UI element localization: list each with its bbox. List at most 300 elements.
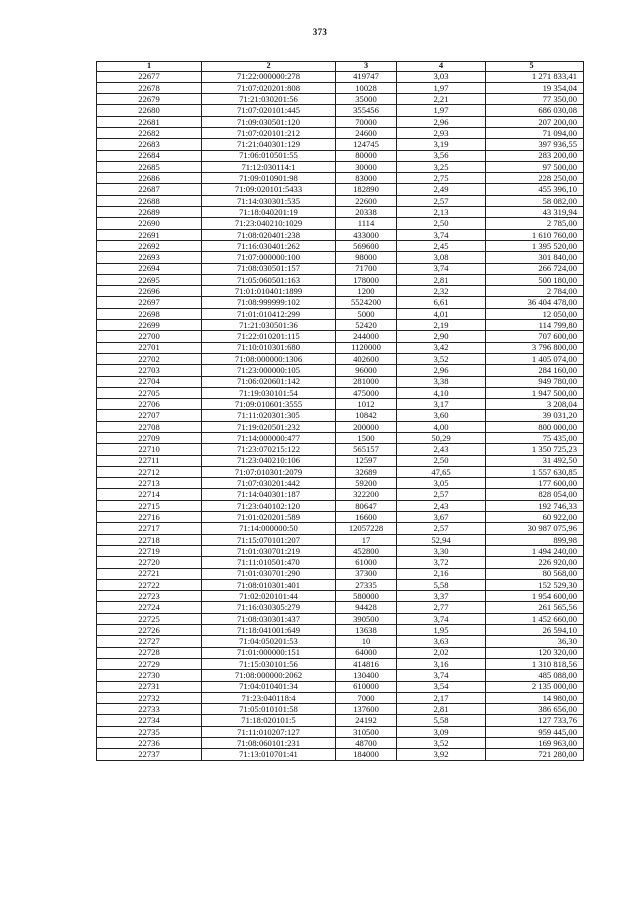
cadastral-number-cell: 71:01:030701:290 — [202, 568, 336, 579]
area-cell: 83000 — [336, 173, 397, 184]
column-header-5: 5 — [486, 62, 584, 72]
table-row — [97, 410, 584, 421]
rate-cell: 3,74 — [397, 670, 486, 681]
table-row — [97, 218, 584, 229]
value-cell: 283 200,00 — [486, 150, 584, 161]
rate-cell: 2,49 — [397, 184, 486, 195]
row-number-cell: 22694 — [97, 263, 202, 274]
cadastral-number-cell: 71:08:000000:1306 — [202, 353, 336, 364]
value-cell: 36 404 478,00 — [486, 297, 584, 308]
row-number-cell: 22696 — [97, 286, 202, 297]
value-cell: 949 780,00 — [486, 376, 584, 387]
area-cell: 35000 — [336, 94, 397, 105]
area-cell: 5000 — [336, 308, 397, 319]
cadastral-number-cell: 71:13:010701:41 — [202, 749, 336, 760]
cadastral-number-cell: 71:18:020101:5 — [202, 715, 336, 726]
table-row — [97, 489, 584, 500]
area-cell: 322200 — [336, 489, 397, 500]
table-row — [97, 94, 584, 105]
row-number-cell: 22717 — [97, 523, 202, 534]
rate-cell: 2,75 — [397, 173, 486, 184]
area-cell: 12597 — [336, 455, 397, 466]
row-number-cell: 22729 — [97, 658, 202, 669]
table-row — [97, 478, 584, 489]
row-number-cell: 22723 — [97, 591, 202, 602]
cadastral-number-cell: 71:01:000000:151 — [202, 647, 336, 658]
row-number-cell: 22735 — [97, 726, 202, 737]
table-row — [97, 399, 584, 410]
value-cell: 828 054,00 — [486, 489, 584, 500]
value-cell: 26 594,10 — [486, 625, 584, 636]
value-cell: 177 600,00 — [486, 478, 584, 489]
table-row — [97, 161, 584, 172]
header-row — [97, 62, 584, 72]
column-header-3: 3 — [336, 62, 397, 72]
row-number-cell: 22728 — [97, 647, 202, 658]
area-cell: 310500 — [336, 726, 397, 737]
area-cell: 569600 — [336, 240, 397, 251]
rate-cell: 2,57 — [397, 523, 486, 534]
area-cell: 48700 — [336, 738, 397, 749]
cadastral-number-cell: 71:07:010301:2079 — [202, 466, 336, 477]
row-number-cell: 22711 — [97, 455, 202, 466]
table-row — [97, 139, 584, 150]
value-cell: 19 354,04 — [486, 82, 584, 93]
table-row — [97, 692, 584, 703]
table-row — [97, 579, 584, 590]
value-cell: 152 529,30 — [486, 579, 584, 590]
rate-cell: 2,50 — [397, 455, 486, 466]
row-number-cell: 22679 — [97, 94, 202, 105]
area-cell: 580000 — [336, 591, 397, 602]
rate-cell: 3,74 — [397, 263, 486, 274]
cadastral-number-cell: 71:01:010401:1899 — [202, 286, 336, 297]
cadastral-number-cell: 71:08:030501:157 — [202, 263, 336, 274]
rate-cell: 3,74 — [397, 613, 486, 624]
area-cell: 17 — [336, 534, 397, 545]
rate-cell: 1,97 — [397, 82, 486, 93]
area-cell: 1012 — [336, 399, 397, 410]
table-row — [97, 263, 584, 274]
cadastral-number-cell: 71:14:040301:187 — [202, 489, 336, 500]
table-row — [97, 523, 584, 534]
rate-cell: 3,30 — [397, 545, 486, 556]
rate-cell: 1,95 — [397, 625, 486, 636]
area-cell: 1114 — [336, 218, 397, 229]
row-number-cell: 22716 — [97, 512, 202, 523]
table-row — [97, 71, 584, 82]
area-cell: 390500 — [336, 613, 397, 624]
row-number-cell: 22722 — [97, 579, 202, 590]
value-cell: 1 954 600,00 — [486, 591, 584, 602]
area-cell: 10028 — [336, 82, 397, 93]
rate-cell: 2,43 — [397, 500, 486, 511]
area-cell: 610000 — [336, 681, 397, 692]
area-cell: 1500 — [336, 433, 397, 444]
rate-cell: 4,00 — [397, 421, 486, 432]
area-cell: 96000 — [336, 365, 397, 376]
table-row — [97, 173, 584, 184]
cadastral-number-cell: 71:04:050201:53 — [202, 636, 336, 647]
row-number-cell: 22725 — [97, 613, 202, 624]
value-cell: 899,98 — [486, 534, 584, 545]
table-row — [97, 240, 584, 251]
cadastral-number-cell: 71:01:010412:299 — [202, 308, 336, 319]
value-cell: 1 610 760,00 — [486, 229, 584, 240]
cadastral-number-cell: 71:19:030101:54 — [202, 387, 336, 398]
row-number-cell: 22733 — [97, 704, 202, 715]
rate-cell: 3,08 — [397, 252, 486, 263]
table-row — [97, 500, 584, 511]
area-cell: 52420 — [336, 320, 397, 331]
table-row — [97, 320, 584, 331]
row-number-cell: 22680 — [97, 105, 202, 116]
area-cell: 32689 — [336, 466, 397, 477]
area-cell: 402600 — [336, 353, 397, 364]
cadastral-number-cell: 71:15:030101:56 — [202, 658, 336, 669]
value-cell: 800 000,00 — [486, 421, 584, 432]
table-row — [97, 545, 584, 556]
row-number-cell: 22708 — [97, 421, 202, 432]
cadastral-number-cell: 71:23:040210:106 — [202, 455, 336, 466]
value-cell: 14 980,00 — [486, 692, 584, 703]
cadastral-number-cell: 71:21:030201:56 — [202, 94, 336, 105]
cadastral-number-cell: 71:08:060101:231 — [202, 738, 336, 749]
rate-cell: 3,74 — [397, 229, 486, 240]
table-row — [97, 353, 584, 364]
area-cell: 475000 — [336, 387, 397, 398]
table-row — [97, 150, 584, 161]
row-number-cell: 22689 — [97, 207, 202, 218]
rate-cell: 3,19 — [397, 139, 486, 150]
table-row — [97, 433, 584, 444]
row-number-cell: 22727 — [97, 636, 202, 647]
value-cell: 228 250,00 — [486, 173, 584, 184]
cadastral-number-cell: 71:11:010501:470 — [202, 557, 336, 568]
cadastral-number-cell: 71:23:000000:105 — [202, 365, 336, 376]
cadastral-number-cell: 71:23:070215:122 — [202, 444, 336, 455]
row-number-cell: 22718 — [97, 534, 202, 545]
row-number-cell: 22687 — [97, 184, 202, 195]
area-cell: 70000 — [336, 116, 397, 127]
value-cell: 301 840,00 — [486, 252, 584, 263]
cadastral-number-cell: 71:09:010901:98 — [202, 173, 336, 184]
value-cell: 43 319,94 — [486, 207, 584, 218]
table-row — [97, 331, 584, 342]
area-cell: 565157 — [336, 444, 397, 455]
rate-cell: 3,16 — [397, 658, 486, 669]
cadastral-number-cell: 71:22:000000:278 — [202, 71, 336, 82]
row-number-cell: 22712 — [97, 466, 202, 477]
cadastral-number-cell: 71:15:070101:207 — [202, 534, 336, 545]
cadastral-number-cell: 71:06:020601:142 — [202, 376, 336, 387]
rate-cell: 2,17 — [397, 692, 486, 703]
row-number-cell: 22677 — [97, 71, 202, 82]
area-cell: 452800 — [336, 545, 397, 556]
cadastral-number-cell: 71:08:030301:437 — [202, 613, 336, 624]
row-number-cell: 22719 — [97, 545, 202, 556]
column-header-2: 2 — [202, 62, 336, 72]
table-row — [97, 613, 584, 624]
rate-cell: 3,05 — [397, 478, 486, 489]
value-cell: 58 082,00 — [486, 195, 584, 206]
table-row — [97, 658, 584, 669]
area-cell: 200000 — [336, 421, 397, 432]
area-cell: 12057228 — [336, 523, 397, 534]
value-cell: 2 135 000,00 — [486, 681, 584, 692]
table-row — [97, 670, 584, 681]
cadastral-number-cell: 71:10:010301:680 — [202, 342, 336, 353]
row-number-cell: 22702 — [97, 353, 202, 364]
area-cell: 1120000 — [336, 342, 397, 353]
rate-cell: 50,29 — [397, 433, 486, 444]
cadastral-number-cell: 71:12:030114:1 — [202, 161, 336, 172]
column-header-1: 1 — [97, 62, 202, 72]
cadastral-number-cell: 71:08:010301:401 — [202, 579, 336, 590]
table-row — [97, 444, 584, 455]
row-number-cell: 22695 — [97, 274, 202, 285]
area-cell: 281000 — [336, 376, 397, 387]
table-row — [97, 297, 584, 308]
table-body — [97, 71, 584, 760]
rate-cell: 2,81 — [397, 274, 486, 285]
area-cell: 1200 — [336, 286, 397, 297]
cadastral-number-cell: 71:07:020101:212 — [202, 127, 336, 138]
row-number-cell: 22713 — [97, 478, 202, 489]
value-cell: 261 565,56 — [486, 602, 584, 613]
table-row — [97, 308, 584, 319]
table-row — [97, 726, 584, 737]
row-number-cell: 22691 — [97, 229, 202, 240]
table-row — [97, 184, 584, 195]
value-cell: 192 746,33 — [486, 500, 584, 511]
table-row — [97, 715, 584, 726]
rate-cell: 3,42 — [397, 342, 486, 353]
cadastral-number-cell: 71:21:040301:129 — [202, 139, 336, 150]
row-number-cell: 22724 — [97, 602, 202, 613]
area-cell: 27335 — [336, 579, 397, 590]
table-row — [97, 82, 584, 93]
row-number-cell: 22736 — [97, 738, 202, 749]
cadastral-number-cell: 71:06:010501:55 — [202, 150, 336, 161]
rate-cell: 2,57 — [397, 489, 486, 500]
row-number-cell: 22701 — [97, 342, 202, 353]
rate-cell: 5,58 — [397, 715, 486, 726]
cadastral-number-cell: 71:01:020201:589 — [202, 512, 336, 523]
rate-cell: 4,10 — [397, 387, 486, 398]
cadastral-number-cell: 71:23:040102:120 — [202, 500, 336, 511]
table-row — [97, 365, 584, 376]
rate-cell: 6,61 — [397, 297, 486, 308]
rate-cell: 3,09 — [397, 726, 486, 737]
cadastral-number-cell: 71:09:030501:120 — [202, 116, 336, 127]
rate-cell: 3,67 — [397, 512, 486, 523]
value-cell: 1 452 660,00 — [486, 613, 584, 624]
table-row — [97, 534, 584, 545]
rate-cell: 3,03 — [397, 71, 486, 82]
rate-cell: 47,65 — [397, 466, 486, 477]
row-number-cell: 22693 — [97, 252, 202, 263]
value-cell: 60 922,00 — [486, 512, 584, 523]
rate-cell: 2,45 — [397, 240, 486, 251]
cadastral-number-cell: 71:09:020101:5433 — [202, 184, 336, 195]
area-cell: 20338 — [336, 207, 397, 218]
table-row — [97, 116, 584, 127]
value-cell: 226 920,00 — [486, 557, 584, 568]
value-cell: 1 310 818,56 — [486, 658, 584, 669]
row-number-cell: 22705 — [97, 387, 202, 398]
table-row — [97, 591, 584, 602]
rate-cell: 5,58 — [397, 579, 486, 590]
area-cell: 433000 — [336, 229, 397, 240]
area-cell: 124745 — [336, 139, 397, 150]
row-number-cell: 22700 — [97, 331, 202, 342]
area-cell: 10 — [336, 636, 397, 647]
cadastral-number-cell: 71:01:030701:219 — [202, 545, 336, 556]
cadastral-number-cell: 71:14:030301:535 — [202, 195, 336, 206]
row-number-cell: 22710 — [97, 444, 202, 455]
row-number-cell: 22699 — [97, 320, 202, 331]
rate-cell: 3,17 — [397, 399, 486, 410]
area-cell: 178000 — [336, 274, 397, 285]
row-number-cell: 22697 — [97, 297, 202, 308]
table-row — [97, 455, 584, 466]
value-cell: 71 094,00 — [486, 127, 584, 138]
area-cell: 137600 — [336, 704, 397, 715]
table-row — [97, 557, 584, 568]
table-row — [97, 286, 584, 297]
table-row — [97, 252, 584, 263]
cadastral-number-cell: 71:07:020201:808 — [202, 82, 336, 93]
area-cell: 61000 — [336, 557, 397, 568]
value-cell: 77 350,00 — [486, 94, 584, 105]
value-cell: 169 963,00 — [486, 738, 584, 749]
row-number-cell: 22737 — [97, 749, 202, 760]
cadastral-number-cell: 71:18:041001:649 — [202, 625, 336, 636]
table-row — [97, 274, 584, 285]
value-cell: 455 396,10 — [486, 184, 584, 195]
cadastral-number-cell: 71:14:000000:50 — [202, 523, 336, 534]
area-cell: 10842 — [336, 410, 397, 421]
rate-cell: 1,97 — [397, 105, 486, 116]
value-cell: 1 494 240,00 — [486, 545, 584, 556]
area-cell: 98000 — [336, 252, 397, 263]
value-cell: 3 796 800,00 — [486, 342, 584, 353]
table-row — [97, 207, 584, 218]
area-cell: 24600 — [336, 127, 397, 138]
cadastral-number-cell: 71:19:020501:232 — [202, 421, 336, 432]
cadastral-number-cell: 71:16:030401:262 — [202, 240, 336, 251]
area-cell: 419747 — [336, 71, 397, 82]
row-number-cell: 22709 — [97, 433, 202, 444]
cadastral-number-cell: 71:23:040210:1029 — [202, 218, 336, 229]
rate-cell: 2,43 — [397, 444, 486, 455]
value-cell: 114 799,80 — [486, 320, 584, 331]
table-row — [97, 625, 584, 636]
cadastral-number-cell: 71:22:010201:115 — [202, 331, 336, 342]
row-number-cell: 22692 — [97, 240, 202, 251]
area-cell: 59200 — [336, 478, 397, 489]
cadastral-number-cell: 71:09:010601:3555 — [202, 399, 336, 410]
table-row — [97, 704, 584, 715]
value-cell: 120 320,00 — [486, 647, 584, 658]
table-row — [97, 512, 584, 523]
table-row — [97, 342, 584, 353]
area-cell: 7000 — [336, 692, 397, 703]
row-number-cell: 22686 — [97, 173, 202, 184]
rate-cell: 2,57 — [397, 195, 486, 206]
area-cell: 244000 — [336, 331, 397, 342]
rate-cell: 3,52 — [397, 738, 486, 749]
value-cell: 97 500,00 — [486, 161, 584, 172]
registry-table — [96, 61, 584, 761]
table-row — [97, 749, 584, 760]
rate-cell: 2,90 — [397, 331, 486, 342]
table-row — [97, 568, 584, 579]
area-cell: 71700 — [336, 263, 397, 274]
table-row — [97, 376, 584, 387]
value-cell: 500 180,00 — [486, 274, 584, 285]
rate-cell: 2,16 — [397, 568, 486, 579]
cadastral-number-cell: 71:07:000000:100 — [202, 252, 336, 263]
cadastral-number-cell: 71:23:040118:4 — [202, 692, 336, 703]
rate-cell: 4,01 — [397, 308, 486, 319]
rate-cell: 3,54 — [397, 681, 486, 692]
row-number-cell: 22684 — [97, 150, 202, 161]
rate-cell: 2,81 — [397, 704, 486, 715]
row-number-cell: 22683 — [97, 139, 202, 150]
row-number-cell: 22685 — [97, 161, 202, 172]
value-cell: 30 987 075,96 — [486, 523, 584, 534]
value-cell: 207 200,00 — [486, 116, 584, 127]
row-number-cell: 22706 — [97, 399, 202, 410]
page-number: 373 — [312, 27, 328, 37]
row-number-cell: 22731 — [97, 681, 202, 692]
rate-cell: 3,25 — [397, 161, 486, 172]
cadastral-number-cell: 71:02:020101:44 — [202, 591, 336, 602]
row-number-cell: 22703 — [97, 365, 202, 376]
area-cell: 130400 — [336, 670, 397, 681]
area-cell: 414816 — [336, 658, 397, 669]
area-cell: 355456 — [336, 105, 397, 116]
cadastral-number-cell: 71:08:020401:238 — [202, 229, 336, 240]
area-cell: 94428 — [336, 602, 397, 613]
rate-cell: 52,94 — [397, 534, 486, 545]
table-row — [97, 738, 584, 749]
table-row — [97, 466, 584, 477]
row-number-cell: 22690 — [97, 218, 202, 229]
rate-cell: 2,93 — [397, 127, 486, 138]
area-cell: 37300 — [336, 568, 397, 579]
area-cell: 5524200 — [336, 297, 397, 308]
area-cell: 80647 — [336, 500, 397, 511]
rate-cell: 2,96 — [397, 116, 486, 127]
rate-cell: 3,37 — [397, 591, 486, 602]
value-cell: 686 030,08 — [486, 105, 584, 116]
value-cell: 386 656,00 — [486, 704, 584, 715]
rate-cell: 2,96 — [397, 365, 486, 376]
row-number-cell: 22721 — [97, 568, 202, 579]
cadastral-number-cell: 71:08:999999:102 — [202, 297, 336, 308]
cadastral-number-cell: 71:08:000000:2062 — [202, 670, 336, 681]
area-cell: 182890 — [336, 184, 397, 195]
rate-cell: 3,63 — [397, 636, 486, 647]
area-cell: 64000 — [336, 647, 397, 658]
table-header — [97, 62, 584, 72]
value-cell: 1 271 833,41 — [486, 71, 584, 82]
value-cell: 3 208,04 — [486, 399, 584, 410]
cadastral-number-cell: 71:21:030501:36 — [202, 320, 336, 331]
